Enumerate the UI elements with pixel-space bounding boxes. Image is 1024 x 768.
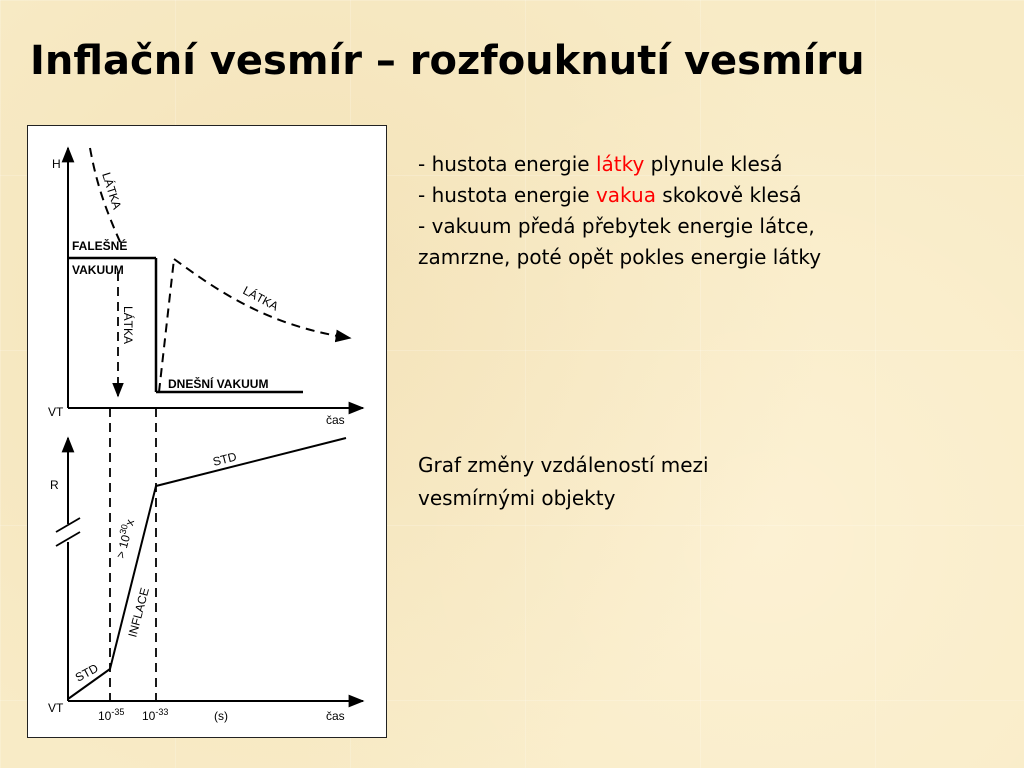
scale-factor-curve [68, 438, 346, 699]
graph-caption [418, 449, 838, 515]
bullet-list [418, 149, 998, 273]
latka-right-label: LÁTKA [240, 283, 281, 314]
bullet-3: - vakuum předá přebytek energie látce, [418, 214, 815, 238]
bullet-1-prefix: - hustota energie [418, 152, 596, 176]
top-x-axis-label: čas [326, 413, 345, 427]
bullet-2-highlight: vakua [595, 183, 656, 207]
factor-label [111, 517, 137, 560]
today-vacuum-label: DNEŠNÍ VAKUUM [168, 377, 269, 391]
factor-suffix: x [122, 517, 138, 528]
tick-1e-33 [142, 707, 168, 723]
factor-prefix: > 10 [113, 533, 134, 560]
tick-1e-35 [98, 707, 124, 723]
top-y-axis-label: H [52, 157, 61, 171]
std-right-label: STD [211, 449, 239, 469]
bullet-1-suffix: plynule klesá [644, 152, 783, 176]
slide-title: Inflační vesmír – rozfouknutí vesmíru [30, 38, 865, 84]
inflation-label: INFLACE [125, 586, 153, 639]
bullet-4: zamrzne, poté opět pokles energie látky [418, 245, 822, 269]
bullet-1-highlight: látky [595, 152, 645, 176]
latka-top-label: LÁTKA [99, 170, 125, 212]
bullet-2 [418, 180, 998, 211]
bullet-2-prefix: - hustota energie [418, 183, 596, 207]
tick-1e-33-base: 10 [142, 709, 156, 723]
reheating-spike [159, 259, 174, 392]
bottom-y-axis-label: R [50, 478, 59, 492]
top-origin-label: VT [48, 405, 64, 419]
tick-1e-35-base: 10 [98, 709, 112, 723]
std-left-label: STD [72, 661, 101, 685]
bottom-origin-label: VT [48, 701, 64, 715]
inflation-diagram [27, 125, 387, 738]
time-units-label: (s) [214, 709, 228, 723]
tick-1e-33-exp: -33 [155, 707, 169, 717]
caption-line-1: Graf změny vzdáleností mezi [418, 453, 709, 477]
caption-line-2: vesmírnými objekty [418, 486, 616, 510]
bottom-x-axis-label: čas [326, 709, 345, 723]
false-vacuum-label-2: VAKUUM [72, 263, 124, 277]
bullet-1 [418, 149, 998, 180]
bullet-2-suffix: skokově klesá [655, 183, 802, 207]
latka-mid-label: LÁTKA [121, 306, 135, 345]
false-vacuum-label-1: FALEŠNÉ [72, 239, 128, 253]
tick-1e-35-exp: -35 [111, 707, 125, 717]
factor-exp: 30 [117, 523, 130, 536]
diagram-svg [28, 126, 388, 739]
